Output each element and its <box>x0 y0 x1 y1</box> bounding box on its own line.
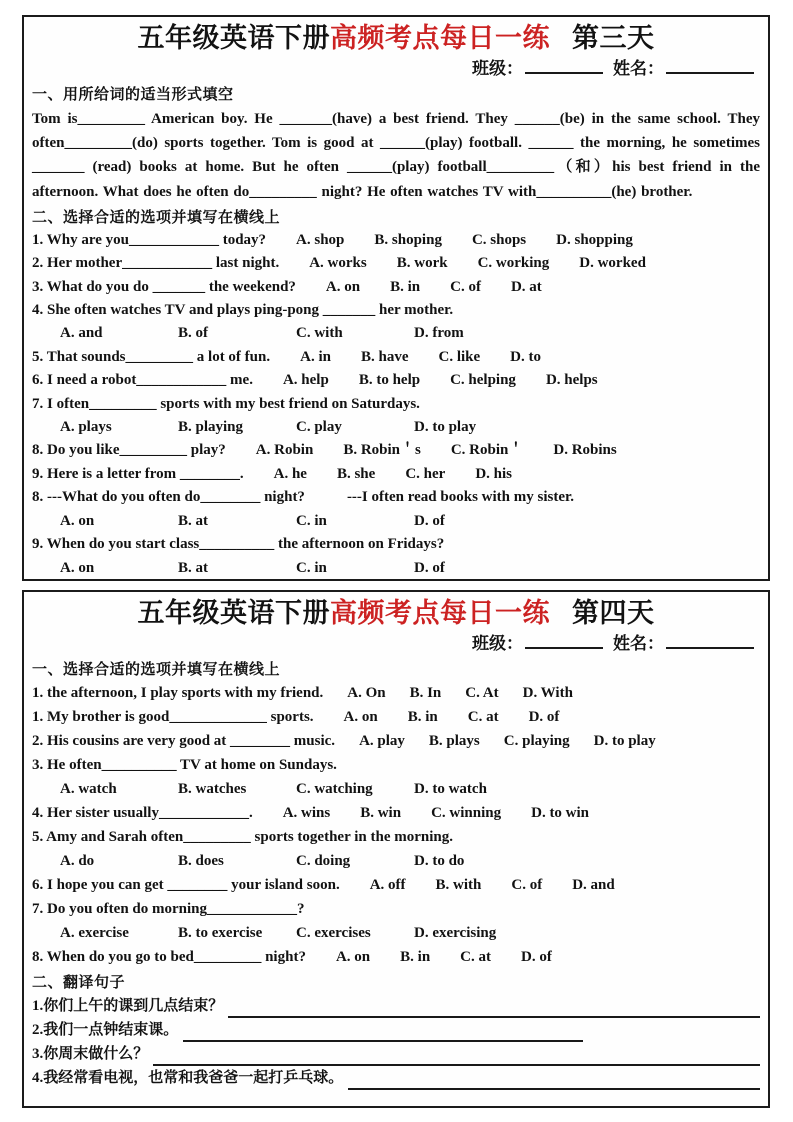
answer-option: D. With <box>522 685 573 701</box>
question-stem: 1. Why are you____________ today? <box>32 231 267 248</box>
question-list-day3 <box>32 229 760 580</box>
name-label: 姓名： <box>613 634 664 653</box>
question-line <box>32 681 760 705</box>
answer-option: A. shop <box>296 231 345 248</box>
answer-option: D. his <box>475 465 512 482</box>
options-row <box>32 777 760 801</box>
answer-option: D. to <box>510 348 541 365</box>
title-day-label: 第四天 <box>572 598 655 628</box>
answer-option: A. on <box>343 709 378 725</box>
answer-option: D. to play <box>414 419 477 436</box>
answer-option: C. shops <box>471 231 527 248</box>
answer-option: B. have <box>360 348 409 365</box>
answer-option: C. working <box>477 255 550 272</box>
question-line <box>32 825 760 849</box>
answer-option: B. at <box>178 559 208 576</box>
answer-option: A. On <box>347 685 386 701</box>
answer-option: B. of <box>178 325 208 342</box>
answer-option: D. to do <box>414 853 465 869</box>
title-text: 五年级英语下册 <box>137 598 330 628</box>
answer-option: B. she <box>336 465 376 482</box>
options-row <box>32 849 760 873</box>
answer-option: B. work <box>396 255 448 272</box>
translation-item <box>32 1042 760 1066</box>
answer-option: A. help <box>282 372 329 389</box>
answer-option: B. watches <box>178 781 247 797</box>
section-two-heading: 二、选择合适的选项并填写在横线上 <box>32 209 281 226</box>
answer-option: B. playing <box>178 419 244 436</box>
question-line <box>32 705 760 729</box>
options-row <box>32 921 760 945</box>
worksheet-page-day3 <box>22 15 770 581</box>
page-title <box>32 21 760 55</box>
question-line <box>32 276 760 299</box>
answer-option: C. winning <box>431 805 502 821</box>
question-line <box>32 252 760 275</box>
answer-option: D. of <box>414 559 445 576</box>
section-two-heading: 二、翻译句子 <box>32 975 126 991</box>
answer-option: C. of <box>450 278 481 295</box>
options-row <box>32 510 760 533</box>
question-stem: 6. I hope you can get ________ your island soon. <box>32 877 340 893</box>
answer-option: B. in <box>407 709 438 725</box>
class-blank-line <box>525 57 603 74</box>
translation-blank-line <box>153 1047 760 1066</box>
worksheet-page-day4 <box>22 590 770 1108</box>
translation-blank-line <box>228 999 760 1018</box>
title-text: 五年级英语下册 <box>137 23 330 53</box>
answer-option: D. worked <box>579 255 646 272</box>
question-line <box>32 369 760 392</box>
question-stem: 8. Do you like_________ play? <box>32 442 226 459</box>
title-highlight: 高频考点每日一练 <box>330 23 550 53</box>
answer-option: D. of <box>520 949 552 965</box>
question-stem: 5. Amy and Sarah often_________ sports together in the morning. <box>32 829 453 845</box>
answer-option: D. Robins <box>553 442 617 459</box>
translation-prompt: 1.你们上午的课到几点结束？ <box>32 998 224 1014</box>
translation-prompt: 3.你周末做什么？ <box>32 1046 149 1062</box>
section-one-heading: 一、选择合适的选项并填写在横线上 <box>32 662 281 678</box>
answer-option: A. wins <box>282 805 331 821</box>
question-stem: 2. Her mother____________ last night. <box>32 255 280 272</box>
question-line <box>32 229 760 252</box>
question-stem: 1. the afternoon, I play sports with my friend. <box>32 685 324 701</box>
answer-option: C. like <box>438 348 481 365</box>
answer-option: C. Robin＇ <box>450 442 524 459</box>
answer-option: C. At <box>465 685 499 701</box>
answer-option: B. in <box>400 949 431 965</box>
question-line <box>32 439 760 462</box>
question-line <box>32 486 760 509</box>
answer-option: D. to play <box>593 733 656 749</box>
page-title <box>32 596 760 630</box>
answer-option: A. works <box>309 255 367 272</box>
class-blank-line <box>525 632 603 649</box>
question-line <box>32 801 760 825</box>
answer-option: D. at <box>510 278 542 295</box>
class-label: 班级： <box>472 634 523 653</box>
answer-option: C. helping <box>450 372 516 389</box>
translation-item <box>32 1066 760 1090</box>
answer-option: A. on <box>60 512 95 529</box>
name-label: 姓名： <box>613 59 664 78</box>
answer-option: A. exercise <box>60 925 129 941</box>
answer-option: D. helps <box>545 372 598 389</box>
answer-option: D. exercising <box>414 925 497 941</box>
answer-option: A. and <box>60 325 103 342</box>
answer-option: C. in <box>296 559 327 576</box>
title-day-label: 第三天 <box>572 23 655 53</box>
question-line <box>32 753 760 777</box>
answer-option: B. In <box>409 685 442 701</box>
cloze-paragraph: Tom is_________ American boy. He _______(have) a best friend. They ______(be) in the same school. They often_________(do) sports together. Tom is good at ______(play) football. ______ the morning, he sometimes _______ (read) books at home. But he often ______(play) football_________（和）his best friend in the afternoon. What does he often do_________ night? He often watches TV with__________(he) brother. <box>32 111 760 200</box>
section-one-heading: 一、用所给词的适当形式填空 <box>32 87 234 103</box>
answer-option: A. he <box>273 465 307 482</box>
answer-option: D. to watch <box>414 781 487 797</box>
answer-option: B. Robin＇s <box>343 442 421 459</box>
question-stem: 4. Her sister usually____________. <box>32 805 253 821</box>
answer-option: C. play <box>296 419 342 436</box>
answer-option: C. in <box>296 512 327 529</box>
translation-list <box>32 994 760 1090</box>
answer-option: C. playing <box>503 733 570 749</box>
answer-option: D. of <box>528 709 560 725</box>
answer-option: B. win <box>360 805 402 821</box>
answer-option: C. of <box>511 877 543 893</box>
class-label: 班级： <box>472 59 523 78</box>
answer-option: D. from <box>414 325 464 342</box>
answer-option: C. at <box>460 949 491 965</box>
translation-item <box>32 994 760 1018</box>
translation-blank-line <box>348 1071 760 1090</box>
question-list-day4 <box>32 681 760 969</box>
question-stem: 8. When do you go to bed_________ night? <box>32 949 306 965</box>
question-line <box>32 873 760 897</box>
answer-option: A. Robin <box>255 442 314 459</box>
translation-item <box>32 1018 760 1042</box>
question-line <box>32 897 760 921</box>
answer-option: B. in <box>390 278 421 295</box>
answer-option: A. do <box>60 853 95 869</box>
options-row <box>32 322 760 345</box>
answer-option: C. at <box>467 709 499 725</box>
answer-option: C. her <box>405 465 446 482</box>
question-stem: 5. That sounds_________ a lot of fun. <box>32 348 271 365</box>
question-line <box>32 393 760 416</box>
question-stem: 7. Do you often do morning____________? <box>32 901 305 917</box>
answer-reply-text: ---I often read books with my sister. <box>346 489 575 506</box>
answer-option: C. doing <box>296 853 351 869</box>
question-line <box>32 533 760 556</box>
answer-option: C. watching <box>296 781 373 797</box>
answer-option: B. does <box>178 853 224 869</box>
question-line <box>32 299 760 322</box>
answer-option: A. on <box>325 278 361 295</box>
question-stem: 9. When do you start class__________ the afternoon on Fridays? <box>32 536 445 553</box>
answer-option: B. at <box>178 512 208 529</box>
answer-option: A. off <box>369 877 406 893</box>
options-row <box>32 416 760 439</box>
answer-option: B. with <box>435 877 482 893</box>
answer-option: A. play <box>359 733 405 749</box>
class-name-line <box>32 57 760 81</box>
question-stem: 6. I need a robot____________ me. <box>32 372 253 389</box>
answer-option: A. on <box>335 949 371 965</box>
question-stem: 1. My brother is good_____________ sports. <box>32 709 314 725</box>
translation-blank-line <box>183 1023 583 1042</box>
question-stem: 8. ---What do you often do________ night? <box>32 489 305 506</box>
title-highlight: 高频考点每日一练 <box>330 598 550 628</box>
question-stem: 7. I often_________ sports with my best friend on Saturdays. <box>32 395 420 412</box>
answer-option: A. watch <box>60 781 117 797</box>
answer-option: D. and <box>572 877 615 893</box>
question-line <box>32 346 760 369</box>
question-stem: 4. She often watches TV and plays ping-pong _______ her mother. <box>32 302 454 319</box>
name-blank-line <box>666 57 754 74</box>
question-stem: 9. Here is a letter from ________. <box>32 465 244 482</box>
answer-option: C. exercises <box>296 925 371 941</box>
answer-option: B. plays <box>428 733 480 749</box>
options-row <box>32 557 760 580</box>
answer-option: D. shopping <box>556 231 633 248</box>
question-line <box>32 945 760 969</box>
answer-option: B. to help <box>358 372 421 389</box>
question-stem: 3. He often__________ TV at home on Sundays. <box>32 757 337 773</box>
translation-prompt: 4.我经常看电视，也常和我爸爸一起打乒乓球。 <box>32 1070 344 1086</box>
question-line <box>32 729 760 753</box>
answer-option: D. to win <box>531 805 590 821</box>
answer-option: B. shoping <box>374 231 442 248</box>
answer-option: B. to exercise <box>178 925 263 941</box>
answer-option: A. plays <box>60 419 112 436</box>
answer-option: D. of <box>414 512 445 529</box>
answer-option: C. with <box>296 325 343 342</box>
translation-prompt: 2.我们一点钟结束课。 <box>32 1022 179 1038</box>
question-line <box>32 463 760 486</box>
question-stem: 2. His cousins are very good at ________ music. <box>32 733 336 749</box>
answer-option: A. in <box>300 348 331 365</box>
class-name-line <box>32 632 760 656</box>
question-stem: 3. What do you do _______ the weekend? <box>32 278 296 295</box>
name-blank-line <box>666 632 754 649</box>
answer-option: A. on <box>60 559 95 576</box>
